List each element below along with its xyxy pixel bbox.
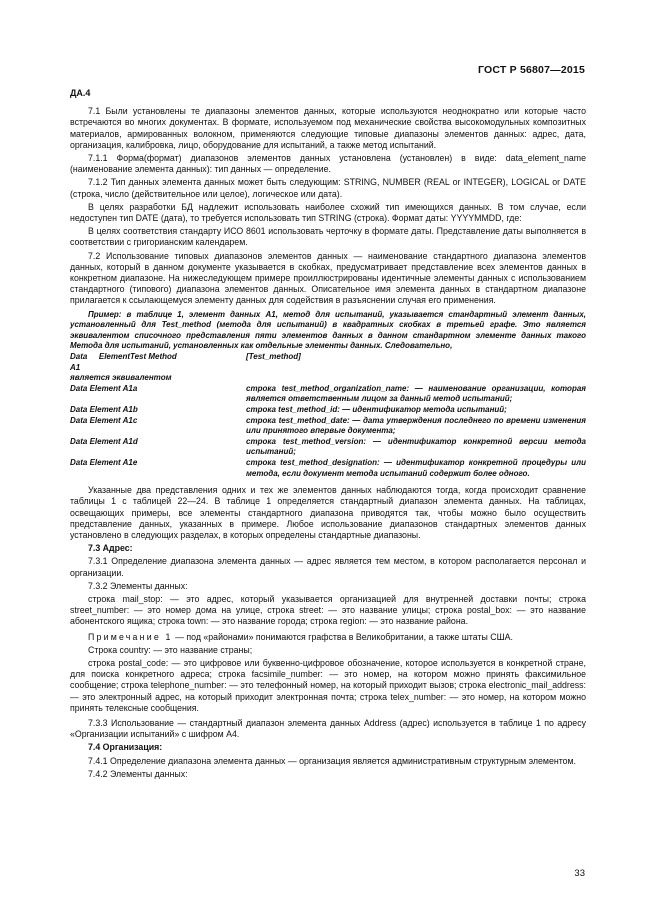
paragraph-7-1-2: 7.1.2 Тип данных элемента данных может быть следующим: STRING, NUMBER (REAL or INTEGER), LOGICAL or DATE (строка, число (действительное или целое), логическое или дата). — [70, 177, 586, 199]
paragraph-address-elements: строка mail_stop: — это адрес, который указывается организацией для внутренней доставки почты; строка street_number: — это номер дома на улице, строка street: — это название улицы; строка postal_box: — это название абонентского ящика; строка town: — это название города; строка region: — это название района. — [70, 593, 586, 627]
note-label: Примечание 1 — [88, 631, 173, 642]
paragraph-7-1-1: 7.1.1 Форма(формат) диапазонов элементов данных установлена (установлен) в виде: data_element_name (наименование элемента данных): тип данных — определение. — [70, 153, 586, 175]
example-row-right: строка test_method_id: — идентификатор метода испытаний; — [246, 405, 507, 414]
paragraph-db-types: В целях разработки БД надлежит использовать наиболее схожий тип имеющихся данных. В том случае, если недоступен тип DATE (дата), то требуется использовать тип STRING (строка). Формат даты: YYYYMMDD, где: — [70, 201, 586, 224]
paragraph-postal-code: строка postal_code: — это цифровое или буквенно-цифровое обозначение, которое используется в конкретной стране, для поиска конкретного адреса; строка facsimile_number: — это номер, на котором можно принять факсимильное сообщение; строка telephone_number: — это телефонный номер, на который приходит вызов; строка electronic_mail_address: — это электронный адрес, на который приходит электронная почта; строка telex_number: — это номер, на котором можно принять телексные сообщения. — [70, 658, 586, 713]
paragraph-iso-8601: В целях соответствия стандарту ИСО 8601 использовать черточку в формате даты. Представление даты выполняется в соответствии с григорианским календарем. — [70, 226, 586, 248]
example-row-right: строка test_method_organization_name: — наименование организации, которая является ответственным лицом за данный метод испытаний; — [246, 383, 586, 404]
example-row-left: Data Element A1a — [70, 383, 138, 393]
paragraph-7-4-1: 7.4.1 Определение диапазона элемента данных — организация является административным структурным элементом. — [88, 755, 577, 766]
paragraph-7-1: 7.1 Были установлены те диапазоны элементов данных, которые используются неоднократно или которые часто встречаются во многих документах. В формате, используемом под механические свойства высокомодульных композитных материалов, армированных волокном, применяются следующие типовые диапазоны элементов данных: адрес, дата, организация, калибровка, лицо, оборудование для испытаний, а также метод испытаний. — [70, 106, 586, 150]
example-row-left: Data Element A1d — [70, 436, 138, 446]
paragraph-country: Строка country: — это название страны; — [88, 644, 253, 655]
section-title: ДА.4 — [70, 88, 91, 98]
example-row-left: Data Element A1e — [70, 457, 138, 467]
example-row-left: Data Element A1 — [70, 352, 130, 372]
example-row-a1a — [70, 384, 586, 405]
document-header: ГОСТ Р 56807—2015 — [477, 64, 585, 76]
example-row-left: Data Element A1c — [70, 415, 138, 425]
example-row-right: строка test_method_designation: — идентификатор конкретной процедуры или метода, если документ метода испытаний содержит более одного. — [246, 457, 586, 478]
example-row-a1b — [70, 405, 586, 416]
example-row-right: строка test_method_date: — дата утверждения последнего по времени изменения или принятого впервые документа; — [246, 415, 586, 436]
page-number: 33 — [574, 868, 585, 879]
heading-7-3: 7.3 Адрес: — [88, 543, 133, 554]
heading-7-4: 7.4 Организация: — [88, 742, 163, 753]
paragraph-7-3-3: 7.3.3 Использование — стандартный диапазон элемента данных Address (адрес) используется в таблице 1 по адресу «Организации испытаний» с шифром А4. — [70, 718, 586, 740]
paragraph-two-representations: Указанные два представления одних и тех же элементов данных наблюдаются тогда, когда происходит сравнение таблицы 1 с таблицей 22—24. В таблице 1 определяется стандартный диапазон элемента данных. На таблицах, освещающих примеры, все элементы стандартного диапазона приводятся так, чтобы можно было осуществить представление данных, указанных в примере. Любое использование диапазонов стандартных элементов данных установлено в следующих разделах, в которых определены стандартные диапазоны. — [70, 485, 586, 540]
example-row-a1e — [70, 458, 586, 479]
paragraph-7-3-1: 7.3.1 Определение диапазона элемента данных — адрес является тем местом, в котором располагается персонал и организации. — [70, 556, 586, 578]
example-row-a1 — [70, 352, 586, 373]
paragraph-7-4-2: 7.4.2 Элементы данных: — [88, 768, 188, 779]
example-row-left: Data Element A1b — [70, 405, 138, 414]
example-row-mid: Test Method — [130, 352, 177, 362]
document-body — [70, 88, 586, 782]
example-equivalent: является эквивалентом — [70, 373, 172, 383]
example-row-right: строка test_method_version: — идентификатор конкретной версии метода испытаний; — [246, 436, 586, 457]
paragraph-7-2: 7.2 Использование типовых диапазонов элементов данных — наименование стандартного диапазона элементов данных, который в данном документе указывается в скобках, предусматривает представление всех элементов данных в конкретном диапазоне. На нижеследующем примере проиллюстрированы идентичные элементы данных с использованием стандартного (типового) диапазона элементов данных. Описательное имя элемента данных в стандартном диапазоне прилагается к ссылающемуся элементу данных для содействия в разъяснении случая его применения. — [70, 250, 586, 306]
example-row-right: [Test_method] — [246, 352, 301, 362]
example-row-a1d — [70, 437, 586, 458]
note-1 — [70, 632, 586, 643]
paragraph-7-3-2: 7.3.2 Элементы данных: — [88, 580, 188, 591]
example-row-a1c — [70, 416, 586, 437]
example-block — [70, 310, 586, 480]
example-intro: Пример: в таблице 1, элемент данных А1, метод для испытаний, указывается стандартный элемент данных, установленный для Test_method (метода для испытаний) в квадратных скобках в третьей графе. Это является эквивалентом списочного представления пяти элементов данных в данном стандартном элементе данных такого Метода для испытаний, установленных как отдельные элементы данных. Следовательно, — [70, 309, 586, 351]
note-text: — под «районами» понимаются графства в Великобритании, а также штаты США. — [175, 631, 513, 642]
